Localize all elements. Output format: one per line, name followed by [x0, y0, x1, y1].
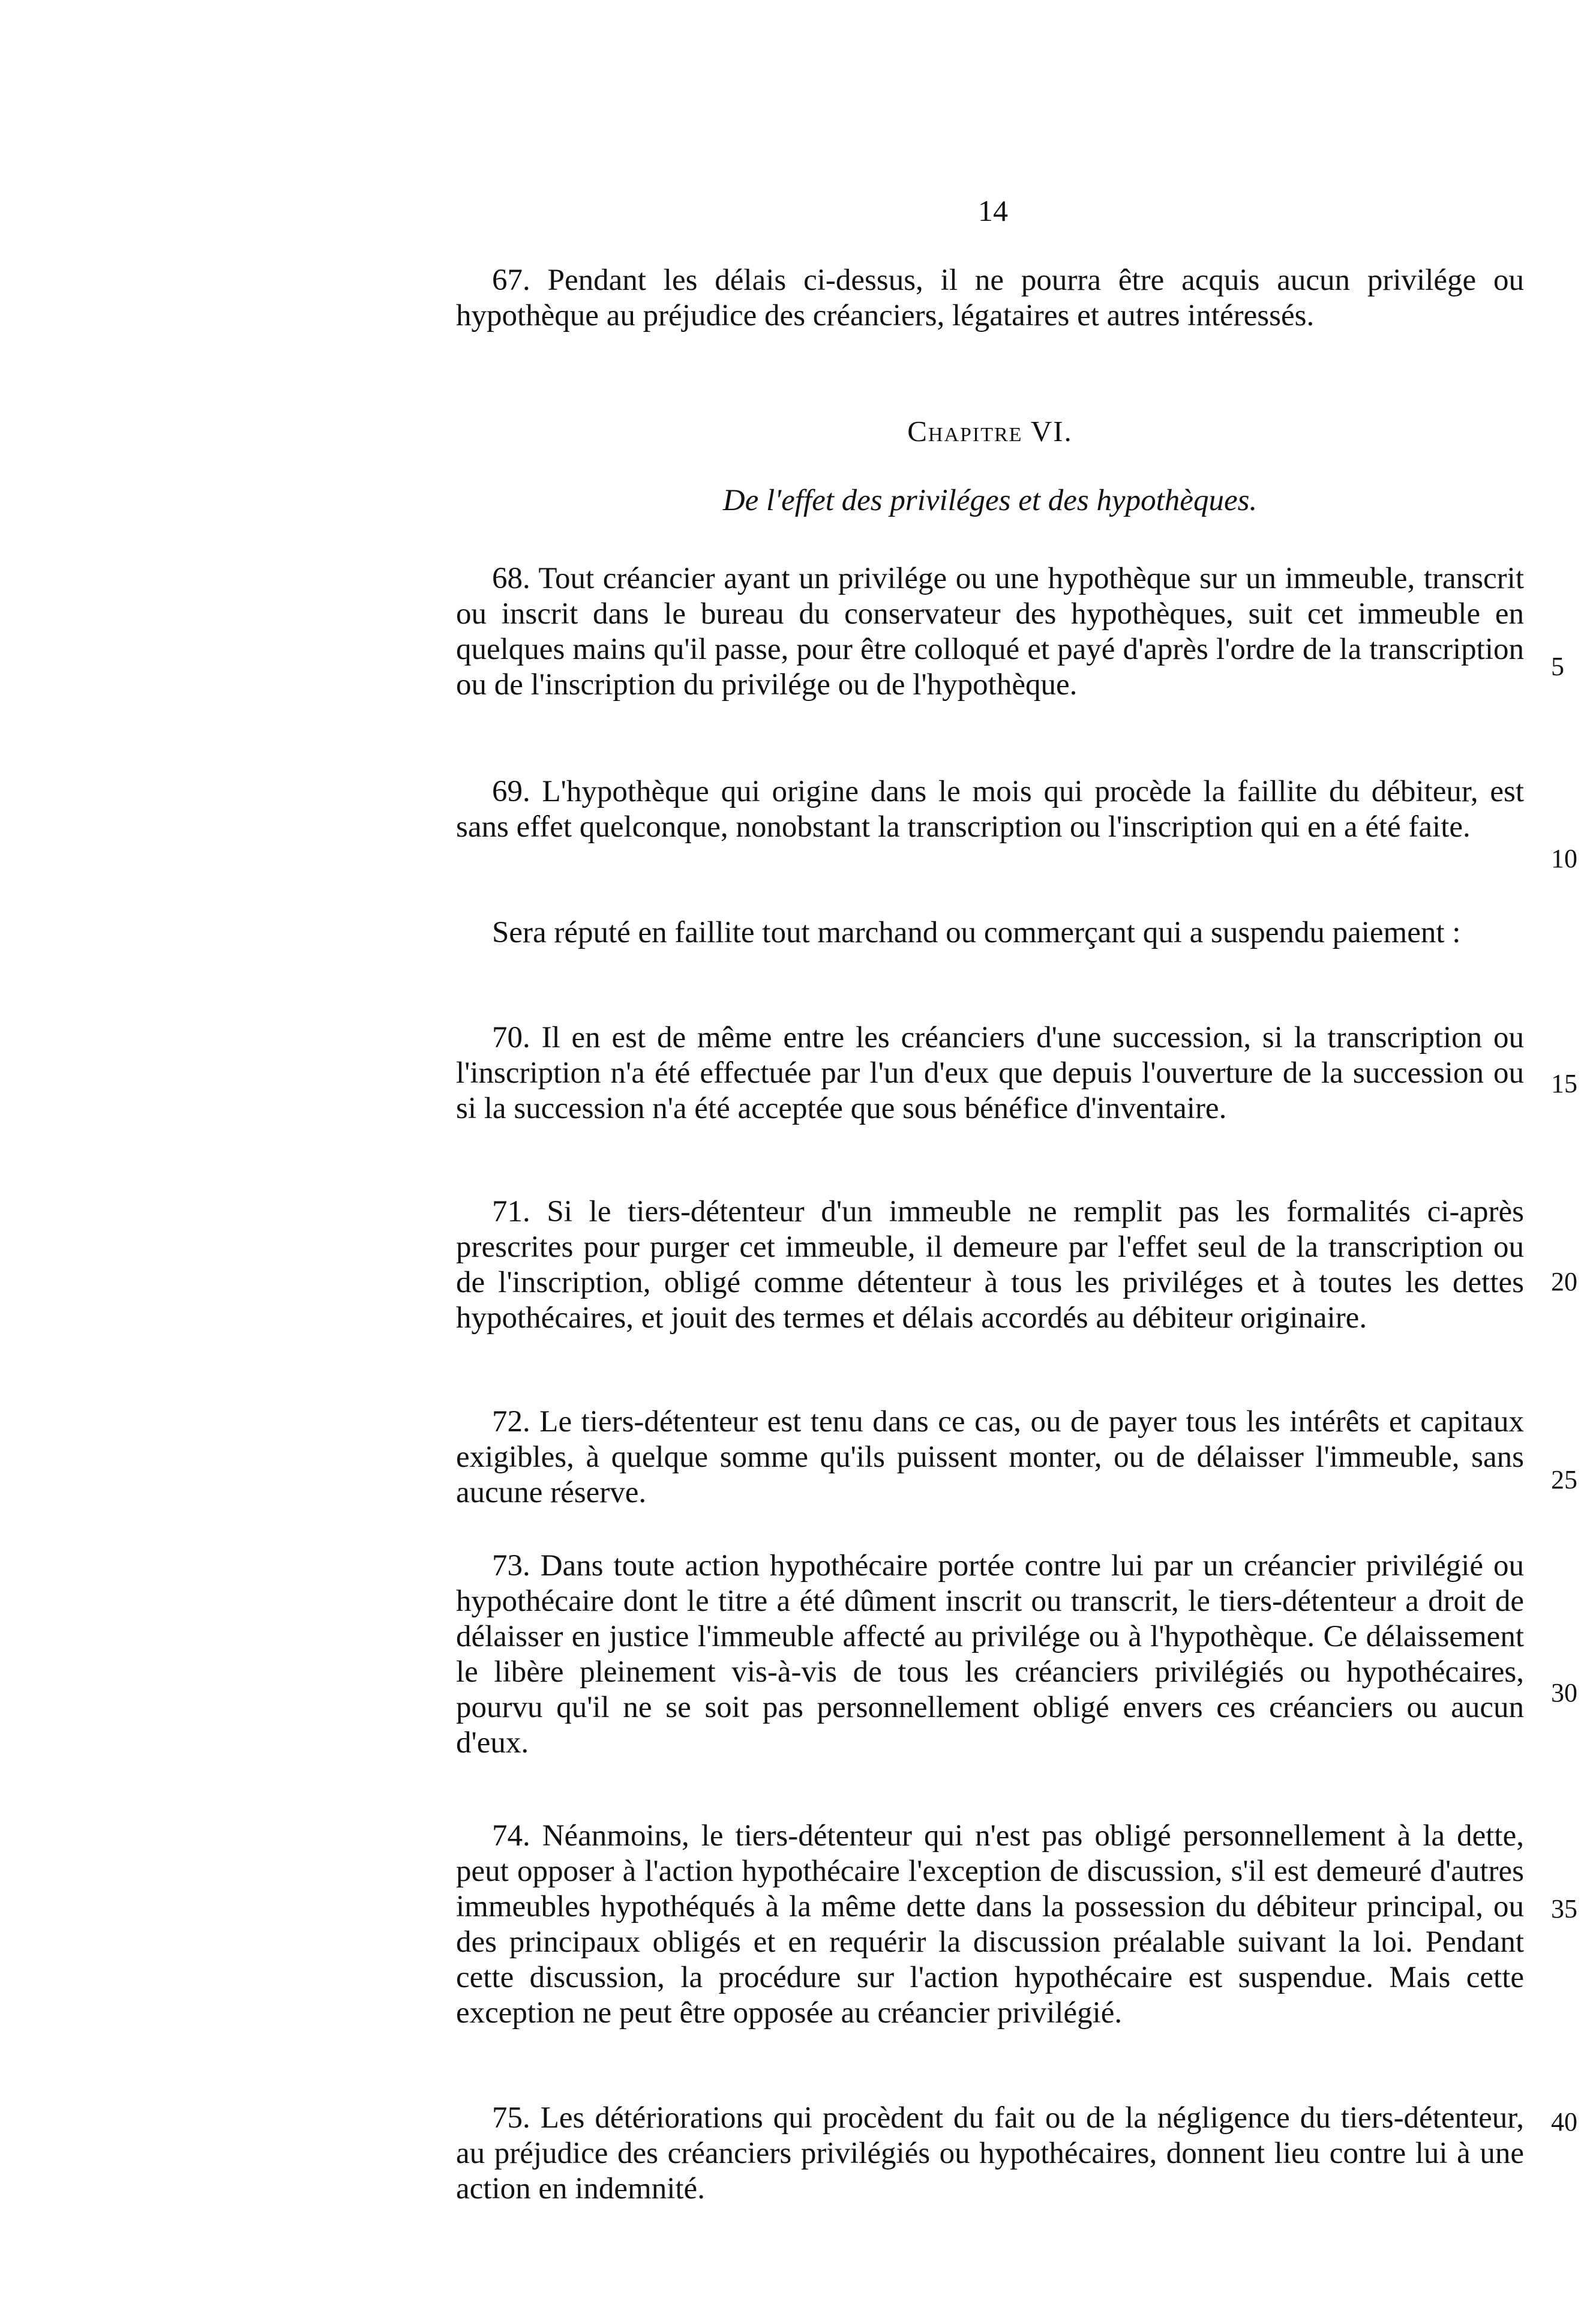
article-69	[456, 774, 1524, 845]
article-71	[456, 1194, 1524, 1336]
article-74	[456, 1818, 1524, 2031]
line-number: 5	[1551, 652, 1564, 681]
chapter-title: Chapitre VI.	[907, 415, 1073, 448]
article-72	[456, 1404, 1524, 1511]
article-72-text: 72. Le tiers-détenteur est tenu dans ce cas, ou de payer tous les intérêts et capitaux exigibles, à quelque somme qu'ils puissent monter, ou de délaisser l'immeuble, sans aucune réserve.	[456, 1405, 1524, 1509]
line-number: 40	[1551, 2107, 1577, 2137]
article-70	[456, 1020, 1524, 1126]
article-71-text: 71. Si le tiers-détenteur d'un immeuble ne remplit pas les formalités ci-après prescrites pour purger cet immeuble, il demeure par l'effet seul de la transcription ou de l'inscription, obligé comme détenteur à tous les priviléges et à toutes les dettes hypothécaires, et jouit des termes et délais accordés au débiteur originaire.	[456, 1195, 1524, 1335]
article-67	[456, 263, 1524, 334]
line-number: 35	[1551, 1894, 1577, 1924]
line-number: 20	[1551, 1267, 1577, 1296]
line-number: 15	[1551, 1069, 1577, 1098]
article-68	[456, 561, 1524, 703]
article-68-text: 68. Tout créancier ayant un privilége ou une hypothèque sur un immeuble, transcrit ou inscrit dans le bureau du conservateur des hypothèques, suit cet immeuble en quelques mains qu'il passe, pour être colloqué et payé d'après l'ordre de la transcription ou de l'inscription du privilége ou de l'hypothèque.	[456, 562, 1524, 702]
article-67-text: 67. Pendant les délais ci-dessus, il ne pourra être acquis aucun privilége ou hypothèque au préjudice des créanciers, légataires et autres intéressés.	[456, 263, 1524, 332]
chapter-subtitle: De l'effet des priviléges et des hypothèques.	[722, 484, 1258, 517]
article-74-text: 74. Néanmoins, le tiers-détenteur qui n'est pas obligé personnellement à la dette, peut opposer à l'action hypothécaire l'exception de discussion, s'il est demeuré d'autres immeubles hypothéqués à la même dette dans la possession du débiteur principal, ou des principaux obligés et en requérir la discussion préalable suivant la loi. Pendant cette discussion, la procédure sur l'action hypothécaire est suspendue. Mais cette exception ne peut être opposée au créancier privilégié.	[456, 1819, 1524, 2030]
article-73	[456, 1548, 1524, 1761]
article-69-addendum-text: Sera réputé en faillite tout marchand ou commerçant qui a suspendu paiement :	[492, 916, 1461, 949]
article-75	[456, 2101, 1524, 2207]
page-number: 14	[978, 194, 1008, 227]
line-number: 30	[1551, 1678, 1577, 1707]
line-number: 10	[1551, 844, 1577, 873]
article-70-text: 70. Il en est de même entre les créanciers d'une succession, si la transcription ou l'inscription n'a été effectuée par l'un d'eux que depuis l'ouverture de la succession ou si la succession n'a été acceptée que sous bénéfice d'inventaire.	[456, 1021, 1524, 1125]
article-69-text: 69. L'hypothèque qui origine dans le mois qui procède la faillite du débiteur, est sans effet quelconque, nonobstant la transcription ou l'inscription qui en a été faite.	[456, 775, 1524, 844]
article-75-text: 75. Les détériorations qui procèdent du fait ou de la négligence du tiers-détenteur, au préjudice des créanciers privilégiés ou hypothécaires, donnent lieu contre lui à une action en indemnité.	[456, 2101, 1524, 2206]
article-73-text: 73. Dans toute action hypothécaire portée contre lui par un créancier privilégié ou hypothécaire dont le titre a été dûment inscrit ou transcrit, le tiers-détenteur a droit de délaisser en justice l'immeuble affecté au privilége ou à l'hypothèque. Ce délaissement le libère pleinement vis-à-vis de tous les créanciers privilégiés ou hypothécaires, pourvu qu'il ne se soit pas personnellement obligé envers ces créanciers ou aucun d'eux.	[456, 1549, 1524, 1760]
article-69-addendum	[456, 915, 1524, 951]
line-number: 25	[1551, 1465, 1577, 1494]
